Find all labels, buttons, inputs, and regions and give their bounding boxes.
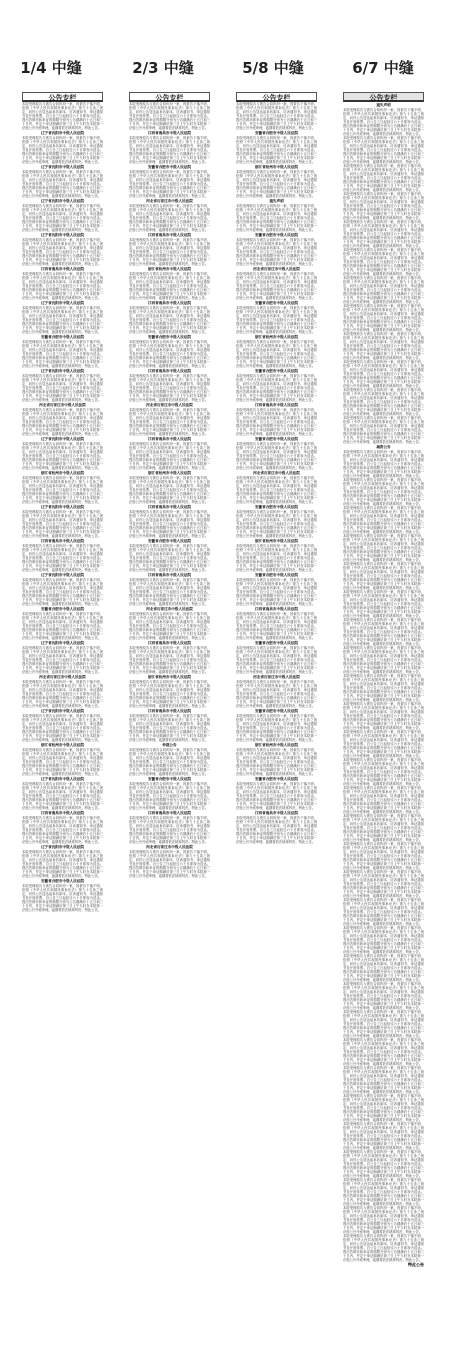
notice-text: 本院受理原告与被告合同纠纷一案，因被告下落不明，依照《中华人民共和国民事诉讼法》第九十五条之规定，向你公告送达起诉状副本、应诉通知书、举证通知书及开庭传票。自公告之日起经过六十日即视为送达。提出答辩状和举证的期限分别为公告期满后十五日和三十日内，并定于举证期满后第三日上午九时在本院第一法庭公开开庭审理，逾期将依法缺席判决。特此公告。 (343, 478, 424, 506)
notice-text: 本院受理原告与被告合同纠纷一案，因被告下落不明，依照《中华人民共和国民事诉讼法》第九十五条之规定，向你公告送达起诉状副本、应诉通知书、举证通知书及开庭传票。自公告之日起经过六十日即视为送达。提出答辩状和举证的期限分别为公告期满后十五日和三十日内，并定于举证期满后第三日上午九时在本院第一法庭公开开庭审理，逾期将依法缺席判决。特此公告。 (22, 748, 103, 776)
notice-text: 本院受理原告与被告合同纠纷一案，因被告下落不明，依照《中华人民共和国民事诉讼法》第九十五条之规定，向你公告送达起诉状副本、应诉通知书、举证通知书及开庭传票。自公告之日起经过六十日即视为送达。提出答辩状和举证的期限分别为公告期满后十五日和三十日内，并定于举证期满后第三日上午九时在本院第一法庭公开开庭审理，逾期将依法缺席判决。特此公告。 (236, 680, 317, 708)
court-name: 河北省石家庄市中级人民法院 (146, 403, 193, 407)
notice-text: 本院受理原告与被告合同纠纷一案，因被告下落不明，依照《中华人民共和国民事诉讼法》第九十五条之规定，向你公告送达起诉状副本、应诉通知书、举证通知书及开庭传票。自公告之日起经过六十日即视为送达。提出答辩状和举证的期限分别为公告期满后十五日和三十日内，并定于举证期满后第三日上午九时在本院第一法庭公开开庭审理，逾期将依法缺席判决。特此公告。 (129, 102, 210, 130)
notice-text: 本院受理原告与被告合同纠纷一案，因被告下落不明，依照《中华人民共和国民事诉讼法》第九十五条之规定，向你公告送达起诉状副本、应诉通知书、举证通知书及开庭传票。自公告之日起经过六十日即视为送达。提出答辩状和举证的期限分别为公告期满后十五日和三十日内，并定于举证期满后第三日上午九时在本院第一法庭公开开庭审理，逾期将依法缺席判决。特此公告。 (343, 1010, 424, 1038)
notice-text: 本院受理原告与被告合同纠纷一案，因被告下落不明，依照《中华人民共和国民事诉讼法》第九十五条之规定，向你公告送达起诉状副本、应诉通知书、举证通知书及开庭传票。自公告之日起经过六十日即视为送达。提出答辩状和举证的期限分别为公告期满后十五日和三十日内，并定于举证期满后第三日上午九时在本院第一法庭公开开庭审理，逾期将依法缺席判决。特此公告。 (129, 612, 210, 640)
notice-text: 本院受理原告与被告合同纠纷一案，因被告下落不明，依照《中华人民共和国民事诉讼法》第九十五条之规定，向你公告送达起诉状副本、应诉通知书、举证通知书及开庭传票。自公告之日起经过六十日即视为送达。提出答辩状和举证的期限分别为公告期满后十五日和三十日内，并定于举证期满后第三日上午九时在本院第一法庭公开开庭审理，逾期将依法缺席判决。特此公告。 (236, 204, 317, 232)
notice-text: 本院受理原告与被告合同纠纷一案，因被告下落不明，依照《中华人民共和国民事诉讼法》第九十五条之规定，向你公告送达起诉状副本、应诉通知书、举证通知书及开庭传票。自公告之日起经过六十日即视为送达。提出答辩状和举证的期限分别为公告期满后十五日和三十日内，并定于举证期满后第三日上午九时在本院第一法庭公开开庭审理，逾期将依法缺席判决。特此公告。 (236, 612, 317, 640)
notice-text: 本院受理原告与被告合同纠纷一案，因被告下落不明，依照《中华人民共和国民事诉讼法》第九十五条之规定，向你公告送达起诉状副本、应诉通知书、举证通知书及开庭传票。自公告之日起经过六十日即视为送达。提出答辩状和举证的期限分别为公告期满后十五日和三十日内，并定于举证期满后第三日上午九时在本院第一法庭公开开庭审理，逾期将依法缺席判决。特此公告。 (236, 442, 317, 470)
notice-text: 本院受理原告与被告合同纠纷一案，因被告下落不明，依照《中华人民共和国民事诉讼法》第九十五条之规定，向你公告送达起诉状副本、应诉通知书、举证通知书及开庭传票。自公告之日起经过六十日即视为送达。提出答辩状和举证的期限分别为公告期满后十五日和三十日内，并定于举证期满后第三日上午九时在本院第一法庭公开开庭审理，逾期将依法缺席判决。特此公告。 (22, 646, 103, 674)
notice-text: 本院受理原告与被告合同纠纷一案，因被告下落不明，依照《中华人民共和国民事诉讼法》第九十五条之规定，向你公告送达起诉状副本、应诉通知书、举证通知书及开庭传票。自公告之日起经过六十日即视为送达。提出答辩状和举证的期限分别为公告期满后十五日和三十日内，并定于举证期满后第三日上午九时在本院第一法庭公开开庭审理，逾期将依法缺席判决。特此公告。 (343, 1150, 424, 1178)
notice-text: 本院受理原告与被告合同纠纷一案，因被告下落不明，依照《中华人民共和国民事诉讼法》第九十五条之规定，向你公告送达起诉状副本、应诉通知书、举证通知书及开庭传票。自公告之日起经过六十日即视为送达。提出答辩状和举证的期限分别为公告期满后十五日和三十日内，并定于举证期满后第三日上午九时在本院第一法庭公开开庭审理，逾期将依法缺席判决。特此公告。 (129, 714, 210, 742)
notice-text: 本院受理原告与被告合同纠纷一案，因被告下落不明，依照《中华人民共和国民事诉讼法》第九十五条之规定，向你公告送达起诉状副本、应诉通知书、举证通知书及开庭传票。自公告之日起经过六十日即视为送达。提出答辩状和举证的期限分别为公告期满后十五日和三十日内，并定于举证期满后第三日上午九时在本院第一法庭公开开庭审理，逾期将依法缺席判决。特此公告。 (22, 714, 103, 742)
notice-text: 本院受理原告与被告合同纠纷一案，因被告下落不明，依照《中华人民共和国民事诉讼法》第九十五条之规定，向你公告送达起诉状副本、应诉通知书、举证通知书及开庭传票。自公告之日起经过六十日即视为送达。提出答辩状和举证的期限分别为公告期满后十五日和三十日内，并定于举证期满后第三日上午九时在本院第一法庭公开开庭审理，逾期将依法缺席判决。特此公告。 (343, 1038, 424, 1066)
court-name: 浙江省杭州市中级人民法院 (147, 267, 192, 271)
notice-text: 本院受理原告与被告合同纠纷一案，因被告下落不明，依照《中华人民共和国民事诉讼法》第九十五条之规定，向你公告送达起诉状副本、应诉通知书、举证通知书及开庭传票。自公告之日起经过六十日即视为送达。提出答辩状和举证的期限分别为公告期满后十五日和三十日内，并定于举证期满后第三日上午九时在本院第一法庭公开开庭审理，逾期将依法缺席判决。特此公告。 (343, 562, 424, 590)
court-name: 浙江省杭州市中级人民法院 (254, 165, 299, 169)
court-name: 浙江省杭州市中级人民法院 (147, 471, 192, 475)
notice-text: 本院受理原告与被告合同纠纷一案，因被告下落不明，依照《中华人民共和国民事诉讼法》第九十五条之规定，向你公告送达起诉状副本、应诉通知书、举证通知书及开庭传票。自公告之日起经过六十日即视为送达。提出答辩状和举证的期限分别为公告期满后十五日和三十日内，并定于举证期满后第三日上午九时在本院第一法庭公开开庭审理，逾期将依法缺席判决。特此公告。 (22, 374, 103, 402)
notice-column-heading: 公告专栏 (343, 92, 424, 102)
notice-text: 本院受理原告与被告合同纠纷一案，因被告下落不明，依照《中华人民共和国民事诉讼法》第九十五条之规定，向你公告送达起诉状副本、应诉通知书、举证通知书及开庭传票。自公告之日起经过六十日即视为送达。提出答辩状和举证的期限分别为公告期满后十五日和三十日内，并定于举证期满后第三日上午九时在本院第一法庭公开开庭审理，逾期将依法缺席判决。特此公告。 (343, 1234, 424, 1262)
notice-column-3 (236, 92, 317, 1347)
court-name: 江西省南昌市中级人民法院 (147, 437, 192, 441)
court-name: 安徽省合肥市中级人民法院 (147, 539, 192, 543)
notice-text: 本院受理原告与被告合同纠纷一案，因被告下落不明，依照《中华人民共和国民事诉讼法》第九十五条之规定，向你公告送达起诉状副本、应诉通知书、举证通知书及开庭传票。自公告之日起经过六十日即视为送达。提出答辩状和举证的期限分别为公告期满后十五日和三十日内，并定于举证期满后第三日上午九时在本院第一法庭公开开庭审理，逾期将依法缺席判决。特此公告。 (343, 1066, 424, 1094)
notice-text: 本院受理原告与被告合同纠纷一案，因被告下落不明，依照《中华人民共和国民事诉讼法》第九十五条之规定，向你公告送达起诉状副本、应诉通知书、举证通知书及开庭传票。自公告之日起经过六十日即视为送达。提出答辩状和举证的期限分别为公告期满后十五日和三十日内，并定于举证期满后第三日上午九时在本院第一法庭公开开庭审理，逾期将依法缺席判决。特此公告。 (129, 204, 210, 232)
court-name: 江西省南昌市中级人民法院 (40, 539, 85, 543)
notice-text: 本院受理原告与被告合同纠纷一案，因被告下落不明，依照《中华人民共和国民事诉讼法》第九十五条之规定，向你公告送达起诉状副本、应诉通知书、举证通知书及开庭传票。自公告之日起经过六十日即视为送达。提出答辩状和举证的期限分别为公告期满后十五日和三十日内，并定于举证期满后第三日上午九时在本院第一法庭公开开庭审理，逾期将依法缺席判决。特此公告。 (343, 926, 424, 954)
title-6-7: 6/7 中缝 (352, 59, 414, 77)
notice-text: 本院受理原告与被告合同纠纷一案，因被告下落不明，依照《中华人民共和国民事诉讼法》第九十五条之规定，向你公告送达起诉状副本、应诉通知书、举证通知书及开庭传票。自公告之日起经过六十日即视为送达。提出答辩状和举证的期限分别为公告期满后十五日和三十日内，并定于举证期满后第三日上午九时在本院第一法庭公开开庭审理，逾期将依法缺席判决。特此公告。 (22, 272, 103, 300)
notice-text: 本院受理原告与被告合同纠纷一案，因被告下落不明，依照《中华人民共和国民事诉讼法》第九十五条之规定，向你公告送达起诉状副本、应诉通知书、举证通知书及开庭传票。自公告之日起经过六十日即视为送达。提出答辩状和举证的期限分别为公告期满后十五日和三十日内，并定于举证期满后第三日上午九时在本院第一法庭公开开庭审理，逾期将依法缺席判决。特此公告。 (343, 506, 424, 534)
court-name: 辽宁省沈阳市中级人民法院 (40, 777, 85, 781)
notice-text: 本院受理原告与被告合同纠纷一案，因被告下落不明，依照《中华人民共和国民事诉讼法》第九十五条之规定，向你公告送达起诉状副本、应诉通知书、举证通知书及开庭传票。自公告之日起经过六十日即视为送达。提出答辩状和举证的期限分别为公告期满后十五日和三十日内，并定于举证期满后第三日上午九时在本院第一法庭公开开庭审理，逾期将依法缺席判决。特此公告。 (236, 374, 317, 402)
notice-text: 本院受理原告与被告合同纠纷一案，因被告下落不明，依照《中华人民共和国民事诉讼法》第九十五条之规定，向你公告送达起诉状副本、应诉通知书、举证通知书及开庭传票。自公告之日起经过六十日即视为送达。提出答辩状和举证的期限分别为公告期满后十五日和三十日内，并定于举证期满后第三日上午九时在本院第一法庭公开开庭审理，逾期将依法缺席判决。特此公告。 (343, 276, 424, 304)
notice-text: 本院受理原告与被告合同纠纷一案，因被告下落不明，依照《中华人民共和国民事诉讼法》第九十五条之规定，向你公告送达起诉状副本、应诉通知书、举证通知书及开庭传票。自公告之日起经过六十日即视为送达。提出答辩状和举证的期限分别为公告期满后十五日和三十日内，并定于举证期满后第三日上午九时在本院第一法庭公开开庭审理，逾期将依法缺席判决。特此公告。 (22, 306, 103, 334)
notice-text: 本院受理原告与被告合同纠纷一案，因被告下落不明，依照《中华人民共和国民事诉讼法》第九十五条之规定，向你公告送达起诉状副本、应诉通知书、举证通知书及开庭传票。自公告之日起经过六十日即视为送达。提出答辩状和举证的期限分别为公告期满后十五日和三十日内，并定于举证期满后第三日上午九时在本院第一法庭公开开庭审理，逾期将依法缺席判决。特此公告。 (343, 164, 424, 192)
notice-text: 本院受理原告与被告合同纠纷一案，因被告下落不明，依照《中华人民共和国民事诉讼法》第九十五条之规定，向你公告送达起诉状副本、应诉通知书、举证通知书及开庭传票。自公告之日起经过六十日即视为送达。提出答辩状和举证的期限分别为公告期满后十五日和三十日内，并定于举证期满后第三日上午九时在本院第一法庭公开开庭审理，逾期将依法缺席判决。特此公告。 (129, 680, 210, 708)
court-name: 河北省石家庄市中级人民法院 (253, 675, 300, 679)
notice-column-heading: 公告专栏 (22, 92, 103, 102)
notice-text: 本院受理原告与被告合同纠纷一案，因被告下落不明，依照《中华人民共和国民事诉讼法》第九十五条之规定，向你公告送达起诉状副本、应诉通知书、举证通知书及开庭传票。自公告之日起经过六十日即视为送达。提出答辩状和举证的期限分别为公告期满后十五日和三十日内，并定于举证期满后第三日上午九时在本院第一法庭公开开庭审理，逾期将依法缺席判决。特此公告。 (343, 192, 424, 220)
notice-text: 本院受理原告与被告合同纠纷一案，因被告下落不明，依照《中华人民共和国民事诉讼法》第九十五条之规定，向你公告送达起诉状副本、应诉通知书、举证通知书及开庭传票。自公告之日起经过六十日即视为送达。提出答辩状和举证的期限分别为公告期满后十五日和三十日内，并定于举证期满后第三日上午九时在本院第一法庭公开开庭审理，逾期将依法缺席判决。特此公告。 (129, 510, 210, 538)
notice-text: 本院受理原告与被告合同纠纷一案，因被告下落不明，依照《中华人民共和国民事诉讼法》第九十五条之规定，向你公告送达起诉状副本、应诉通知书、举证通知书及开庭传票。自公告之日起经过六十日即视为送达。提出答辩状和举证的期限分别为公告期满后十五日和三十日内，并定于举证期满后第三日上午九时在本院第一法庭公开开庭审理，逾期将依法缺席判决。特此公告。 (343, 304, 424, 332)
notice-text: 本院受理原告与被告合同纠纷一案，因被告下落不明，依照《中华人民共和国民事诉讼法》第九十五条之规定，向你公告送达起诉状副本、应诉通知书、举证通知书及开庭传票。自公告之日起经过六十日即视为送达。提出答辩状和举证的期限分别为公告期满后十五日和三十日内，并定于举证期满后第三日上午九时在本院第一法庭公开开庭审理，逾期将依法缺席判决。特此公告。 (343, 758, 424, 786)
notice-text: 本院受理原告与被告合同纠纷一案，因被告下落不明，依照《中华人民共和国民事诉讼法》第九十五条之规定，向你公告送达起诉状副本、应诉通知书、举证通知书及开庭传票。自公告之日起经过六十日即视为送达。提出答辩状和举证的期限分别为公告期满后十五日和三十日内，并定于举证期满后第三日上午九时在本院第一法庭公开开庭审理，逾期将依法缺席判决。特此公告。 (343, 108, 424, 136)
notice-column-heading: 公告专栏 (129, 92, 210, 102)
court-name: 辽宁省沈阳市中级人民法院 (40, 641, 85, 645)
notice-text: 本院受理原告与被告合同纠纷一案，因被告下落不明，依照《中华人民共和国民事诉讼法》第九十五条之规定，向你公告送达起诉状副本、应诉通知书、举证通知书及开庭传票。自公告之日起经过六十日即视为送达。提出答辩状和举证的期限分别为公告期满后十五日和三十日内，并定于举证期满后第三日上午九时在本院第一法庭公开开庭审理，逾期将依法缺席判决。特此公告。 (343, 1206, 424, 1234)
title-1-4: 1/4 中缝 (20, 59, 82, 77)
court-name: 安徽省合肥市中级人民法院 (40, 607, 85, 611)
court-name: 辽宁省沈阳市中级人民法院 (40, 437, 85, 441)
notice-text: 本院受理原告与被告合同纠纷一案，因被告下落不明，依照《中华人民共和国民事诉讼法》第九十五条之规定，向你公告送达起诉状副本、应诉通知书、举证通知书及开庭传票。自公告之日起经过六十日即视为送达。提出答辩状和举证的期限分别为公告期满后十五日和三十日内，并定于举证期满后第三日上午九时在本院第一法庭公开开庭审理，逾期将依法缺席判决。特此公告。 (129, 442, 210, 470)
court-name: 江西省南昌市中级人民法院 (147, 369, 192, 373)
court-name: 江西省南昌市中级人民法院 (147, 301, 192, 305)
court-name: 安徽省合肥市中级人民法院 (40, 879, 85, 883)
notice-text: 本院受理原告与被告合同纠纷一案，因被告下落不明，依照《中华人民共和国民事诉讼法》第九十五条之规定，向你公告送达起诉状副本、应诉通知书、举证通知书及开庭传票。自公告之日起经过六十日即视为送达。提出答辩状和举证的期限分别为公告期满后十五日和三十日内，并定于举证期满后第三日上午九时在本院第一法庭公开开庭审理，逾期将依法缺席判决。特此公告。 (129, 578, 210, 606)
court-name: 河北省石家庄市中级人民法院 (253, 267, 300, 271)
court-name: 浙江省杭州市中级人民法院 (254, 743, 299, 747)
notice-text: 本院受理原告与被告合同纠纷一案，因被告下落不明，依照《中华人民共和国民事诉讼法》第九十五条之规定，向你公告送达起诉状副本、应诉通知书、举证通知书及开庭传票。自公告之日起经过六十日即视为送达。提出答辩状和举证的期限分别为公告期满后十五日和三十日内，并定于举证期满后第三日上午九时在本院第一法庭公开开庭审理，逾期将依法缺席判决。特此公告。 (22, 612, 103, 640)
court-name: 浙江省杭州市中级人民法院 (254, 335, 299, 339)
notice-text: 本院受理原告与被告合同纠纷一案，因被告下落不明，依照《中华人民共和国民事诉讼法》第九十五条之规定，向你公告送达起诉状副本、应诉通知书、举证通知书及开庭传票。自公告之日起经过六十日即视为送达。提出答辩状和举证的期限分别为公告期满后十五日和三十日内，并定于举证期满后第三日上午九时在本院第一法庭公开开庭审理，逾期将依法缺席判决。特此公告。 (236, 408, 317, 436)
notice-text: 本院受理原告与被告合同纠纷一案，因被告下落不明，依照《中华人民共和国民事诉讼法》第九十五条之规定，向你公告送达起诉状副本、应诉通知书、举证通知书及开庭传票。自公告之日起经过六十日即视为送达。提出答辩状和举证的期限分别为公告期满后十五日和三十日内，并定于举证期满后第三日上午九时在本院第一法庭公开开庭审理，逾期将依法缺席判决。特此公告。 (343, 702, 424, 730)
section-heading: 遗失声明 (376, 103, 391, 107)
court-name: 辽宁省沈阳市中级人民法院 (40, 505, 85, 509)
court-name: 浙江省杭州市中级人民法院 (147, 675, 192, 679)
court-name: 辽宁省沈阳市中级人民法院 (40, 573, 85, 577)
notice-text: 本院受理原告与被告合同纠纷一案，因被告下落不明，依照《中华人民共和国民事诉讼法》第九十五条之规定，向你公告送达起诉状副本、应诉通知书、举证通知书及开庭传票。自公告之日起经过六十日即视为送达。提出答辩状和举证的期限分别为公告期满后十五日和三十日内，并定于举证期满后第三日上午九时在本院第一法庭公开开庭审理，逾期将依法缺席判决。特此公告。 (236, 272, 317, 300)
court-name: 江西省南昌市中级人民法院 (40, 267, 85, 271)
notice-text: 本院受理原告与被告合同纠纷一案，因被告下落不明，依照《中华人民共和国民事诉讼法》第九十五条之规定，向你公告送达起诉状副本、应诉通知书、举证通知书及开庭传票。自公告之日起经过六十日即视为送达。提出答辩状和举证的期限分别为公告期满后十五日和三十日内，并定于举证期满后第三日上午九时在本院第一法庭公开开庭审理，逾期将依法缺席判决。特此公告。 (343, 898, 424, 926)
notice-text: 本院受理原告与被告合同纠纷一案，因被告下落不明，依照《中华人民共和国民事诉讼法》第九十五条之规定，向你公告送达起诉状副本、应诉通知书、举证通知书及开庭传票。自公告之日起经过六十日即视为送达。提出答辩状和举证的期限分别为公告期满后十五日和三十日内，并定于举证期满后第三日上午九时在本院第一法庭公开开庭审理，逾期将依法缺席判决。特此公告。 (22, 850, 103, 878)
notice-text: 本院受理原告与被告合同纠纷一案，因被告下落不明，依照《中华人民共和国民事诉讼法》第九十五条之规定，向你公告送达起诉状副本、应诉通知书、举证通知书及开庭传票。自公告之日起经过六十日即视为送达。提出答辩状和举证的期限分别为公告期满后十五日和三十日内，并定于举证期满后第三日上午九时在本院第一法庭公开开庭审理，逾期将依法缺席判决。特此公告。 (22, 680, 103, 708)
court-name: 辽宁省沈阳市中级人民法院 (40, 301, 85, 305)
notice-text: 本院受理原告与被告合同纠纷一案，因被告下落不明，依照《中华人民共和国民事诉讼法》第九十五条之规定，向你公告送达起诉状副本、应诉通知书、举证通知书及开庭传票。自公告之日起经过六十日即视为送达。提出答辩状和举证的期限分别为公告期满后十五日和三十日内，并定于举证期满后第三日上午九时在本院第一法庭公开开庭审理，逾期将依法缺席判决。特此公告。 (22, 476, 103, 504)
notice-text: 本院受理原告与被告合同纠纷一案，因被告下落不明，依照《中华人民共和国民事诉讼法》第九十五条之规定，向你公告送达起诉状副本、应诉通知书、举证通知书及开庭传票。自公告之日起经过六十日即视为送达。提出答辩状和举证的期限分别为公告期满后十五日和三十日内，并定于举证期满后第三日上午九时在本院第一法庭公开开庭审理，逾期将依法缺席判决。特此公告。 (343, 674, 424, 702)
court-name: 浙江省杭州市中级人民法院 (40, 743, 85, 747)
notice-text: 本院受理原告与被告合同纠纷一案，因被告下落不明，依照《中华人民共和国民事诉讼法》第九十五条之规定，向你公告送达起诉状副本、应诉通知书、举证通知书及开庭传票。自公告之日起经过六十日即视为送达。提出答辩状和举证的期限分别为公告期满后十五日和三十日内，并定于举证期满后第三日上午九时在本院第一法庭公开开庭审理，逾期将依法缺席判决。特此公告。 (236, 578, 317, 606)
court-name: 安徽省合肥市中级人民法院 (254, 505, 299, 509)
notice-text: 本院受理原告与被告合同纠纷一案，因被告下落不明，依照《中华人民共和国民事诉讼法》第九十五条之规定，向你公告送达起诉状副本、应诉通知书、举证通知书及开庭传票。自公告之日起经过六十日即视为送达。提出答辩状和举证的期限分别为公告期满后十五日和三十日内，并定于举证期满后第三日上午九时在本院第一法庭公开开庭审理，逾期将依法缺席判决。特此公告。 (343, 534, 424, 562)
court-name: 安徽省合肥市中级人民法院 (254, 233, 299, 237)
notice-text: 本院受理原告与被告合同纠纷一案，因被告下落不明，依照《中华人民共和国民事诉讼法》第九十五条之规定，向你公告送达起诉状副本、应诉通知书、举证通知书及开庭传票。自公告之日起经过六十日即视为送达。提出答辩状和举证的期限分别为公告期满后十五日和三十日内，并定于举证期满后第三日上午九时在本院第一法庭公开开庭审理，逾期将依法缺席判决。特此公告。 (22, 816, 103, 844)
notice-text: 本院受理原告与被告合同纠纷一案，因被告下落不明，依照《中华人民共和国民事诉讼法》第九十五条之规定，向你公告送达起诉状副本、应诉通知书、举证通知书及开庭传票。自公告之日起经过六十日即视为送达。提出答辩状和举证的期限分别为公告期满后十五日和三十日内，并定于举证期满后第三日上午九时在本院第一法庭公开开庭审理，逾期将依法缺席判决。特此公告。 (129, 374, 210, 402)
notice-text: 本院受理原告与被告合同纠纷一案，因被告下落不明，依照《中华人民共和国民事诉讼法》第九十五条之规定，向你公告送达起诉状副本、应诉通知书、举证通知书及开庭传票。自公告之日起经过六十日即视为送达。提出答辩状和举证的期限分别为公告期满后十五日和三十日内，并定于举证期满后第三日上午九时在本院第一法庭公开开庭审理，逾期将依法缺席判决。特此公告。 (129, 850, 210, 878)
arbitration-heading: 仲裁公告 (162, 743, 177, 747)
notice-text: 本院受理原告与被告合同纠纷一案，因被告下落不明，依照《中华人民共和国民事诉讼法》第九十五条之规定，向你公告送达起诉状副本、应诉通知书、举证通知书及开庭传票。自公告之日起经过六十日即视为送达。提出答辩状和举证的期限分别为公告期满后十五日和三十日内，并定于举证期满后第三日上午九时在本院第一法庭公开开庭审理，逾期将依法缺席判决。特此公告。 (129, 306, 210, 334)
notice-text: 本院受理原告与被告合同纠纷一案，因被告下落不明，依照《中华人民共和国民事诉讼法》第九十五条之规定，向你公告送达起诉状副本、应诉通知书、举证通知书及开庭传票。自公告之日起经过六十日即视为送达。提出答辩状和举证的期限分别为公告期满后十五日和三十日内，并定于举证期满后第三日上午九时在本院第一法庭公开开庭审理，逾期将依法缺席判决。特此公告。 (236, 102, 317, 130)
notice-text: 本院受理原告与被告合同纠纷一案，因被告下落不明，依照《中华人民共和国民事诉讼法》第九十五条之规定，向你公告送达起诉状副本、应诉通知书、举证通知书及开庭传票。自公告之日起经过六十日即视为送达。提出答辩状和举证的期限分别为公告期满后十五日和三十日内，并定于举证期满后第三日上午九时在本院第一法庭公开开庭审理，逾期将依法缺席判决。特此公告。 (129, 748, 210, 776)
court-name: 安徽省合肥市中级人民法院 (254, 437, 299, 441)
notice-text: 本院受理原告与被告合同纠纷一案，因被告下落不明，依照《中华人民共和国民事诉讼法》第九十五条之规定，向你公告送达起诉状副本、应诉通知书、举证通知书及开庭传票。自公告之日起经过六十日即视为送达。提出答辩状和举证的期限分别为公告期满后十五日和三十日内，并定于举证期满后第三日上午九时在本院第一法庭公开开庭审理，逾期将依法缺席判决。特此公告。 (236, 714, 317, 742)
notice-text: 本院受理原告与被告合同纠纷一案，因被告下落不明，依照《中华人民共和国民事诉讼法》第九十五条之规定，向你公告送达起诉状副本、应诉通知书、举证通知书及开庭传票。自公告之日起经过六十日即视为送达。提出答辩状和举证的期限分别为公告期满后十五日和三十日内，并定于举证期满后第三日上午九时在本院第一法庭公开开庭审理，逾期将依法缺席判决。特此公告。 (22, 510, 103, 538)
notice-text: 本院受理原告与被告合同纠纷一案，因被告下落不明，依照《中华人民共和国民事诉讼法》第九十五条之规定，向你公告送达起诉状副本、应诉通知书、举证通知书及开庭传票。自公告之日起经过六十日即视为送达。提出答辩状和举证的期限分别为公告期满后十五日和三十日内，并定于举证期满后第三日上午九时在本院第一法庭公开开庭审理，逾期将依法缺席判决。特此公告。 (22, 544, 103, 572)
notice-text: 本院受理原告与被告合同纠纷一案，因被告下落不明，依照《中华人民共和国民事诉讼法》第九十五条之规定，向你公告送达起诉状副本、应诉通知书、举证通知书及开庭传票。自公告之日起经过六十日即视为送达。提出答辩状和举证的期限分别为公告期满后十五日和三十日内，并定于举证期满后第三日上午九时在本院第一法庭公开开庭审理，逾期将依法缺席判决。特此公告。 (343, 360, 424, 388)
notice-text: 本院受理原告与被告合同纠纷一案，因被告下落不明，依照《中华人民共和国民事诉讼法》第九十五条之规定，向你公告送达起诉状副本、应诉通知书、举证通知书及开庭传票。自公告之日起经过六十日即视为送达。提出答辩状和举证的期限分别为公告期满后十五日和三十日内，并定于举证期满后第三日上午九时在本院第一法庭公开开庭审理，逾期将依法缺席判决。特此公告。 (343, 982, 424, 1010)
notice-text: 本院受理原告与被告合同纠纷一案，因被告下落不明，依照《中华人民共和国民事诉讼法》第九十五条之规定，向你公告送达起诉状副本、应诉通知书、举证通知书及开庭传票。自公告之日起经过六十日即视为送达。提出答辩状和举证的期限分别为公告期满后十五日和三十日内，并定于举证期满后第三日上午九时在本院第一法庭公开开庭审理，逾期将依法缺席判决。特此公告。 (129, 340, 210, 368)
notice-text: 本院受理原告与被告合同纠纷一案，因被告下落不明，依照《中华人民共和国民事诉讼法》第九十五条之规定，向你公告送达起诉状副本、应诉通知书、举证通知书及开庭传票。自公告之日起经过六十日即视为送达。提出答辩状和举证的期限分别为公告期满后十五日和三十日内，并定于举证期满后第三日上午九时在本院第一法庭公开开庭审理，逾期将依法缺席判决。特此公告。 (129, 170, 210, 198)
notice-text: 本院受理原告与被告合同纠纷一案，因被告下落不明，依照《中华人民共和国民事诉讼法》第九十五条之规定，向你公告送达起诉状副本、应诉通知书、举证通知书及开庭传票。自公告之日起经过六十日即视为送达。提出答辩状和举证的期限分别为公告期满后十五日和三十日内，并定于举证期满后第三日上午九时在本院第一法庭公开开庭审理，逾期将依法缺席判决。特此公告。 (129, 136, 210, 164)
notice-text: 本院受理原告与被告合同纠纷一案，因被告下落不明，依照《中华人民共和国民事诉讼法》第九十五条之规定，向你公告送达起诉状副本、应诉通知书、举证通知书及开庭传票。自公告之日起经过六十日即视为送达。提出答辩状和举证的期限分别为公告期满后十五日和三十日内，并定于举证期满后第三日上午九时在本院第一法庭公开开庭审理，逾期将依法缺席判决。特此公告。 (129, 816, 210, 844)
notice-text: 本院受理原告与被告合同纠纷一案，因被告下落不明，依照《中华人民共和国民事诉讼法》第九十五条之规定，向你公告送达起诉状副本、应诉通知书、举证通知书及开庭传票。自公告之日起经过六十日即视为送达。提出答辩状和举证的期限分别为公告期满后十五日和三十日内，并定于举证期满后第三日上午九时在本院第一法庭公开开庭审理，逾期将依法缺席判决。特此公告。 (129, 476, 210, 504)
notice-text: 本院受理原告与被告合同纠纷一案，因被告下落不明，依照《中华人民共和国民事诉讼法》第九十五条之规定，向你公告送达起诉状副本、应诉通知书、举证通知书及开庭传票。自公告之日起经过六十日即视为送达。提出答辩状和举证的期限分别为公告期满后十五日和三十日内，并定于举证期满后第三日上午九时在本院第一法庭公开开庭审理，逾期将依法缺席判决。特此公告。 (22, 442, 103, 470)
court-name: 江西省南昌市中级人民法院 (147, 811, 192, 815)
court-name: 江西省南昌市中级人民法院 (147, 233, 192, 237)
court-name: 江西省南昌市中级人民法院 (254, 403, 299, 407)
court-name: 安徽省合肥市中级人民法院 (254, 573, 299, 577)
notice-column-4 (343, 92, 424, 1347)
notice-text: 本院受理原告与被告合同纠纷一案，因被告下落不明，依照《中华人民共和国民事诉讼法》第九十五条之规定，向你公告送达起诉状副本、应诉通知书、举证通知书及开庭传票。自公告之日起经过六十日即视为送达。提出答辩状和举证的期限分别为公告期满后十五日和三十日内，并定于举证期满后第三日上午九时在本院第一法庭公开开庭审理，逾期将依法缺席判决。特此公告。 (343, 954, 424, 982)
title-5-8: 5/8 中缝 (242, 59, 304, 77)
notice-text: 本院受理原告与被告合同纠纷一案，因被告下落不明，依照《中华人民共和国民事诉讼法》第九十五条之规定，向你公告送达起诉状副本、应诉通知书、举证通知书及开庭传票。自公告之日起经过六十日即视为送达。提出答辩状和举证的期限分别为公告期满后十五日和三十日内，并定于举证期满后第三日上午九时在本院第一法庭公开开庭审理，逾期将依法缺席判决。特此公告。 (236, 646, 317, 674)
notice-text: 本院受理原告与被告合同纠纷一案，因被告下落不明，依照《中华人民共和国民事诉讼法》第九十五条之规定，向你公告送达起诉状副本、应诉通知书、举证通知书及开庭传票。自公告之日起经过六十日即视为送达。提出答辩状和举证的期限分别为公告期满后十五日和三十日内，并定于举证期满后第三日上午九时在本院第一法庭公开开庭审理，逾期将依法缺席判决。特此公告。 (22, 170, 103, 198)
notice-text: 本院受理原告与被告合同纠纷一案，因被告下落不明，依照《中华人民共和国民事诉讼法》第九十五条之规定，向你公告送达起诉状副本、应诉通知书、举证通知书及开庭传票。自公告之日起经过六十日即视为送达。提出答辩状和举证的期限分别为公告期满后十五日和三十日内，并定于举证期满后第三日上午九时在本院第一法庭公开开庭审理，逾期将依法缺席判决。特此公告。 (129, 272, 210, 300)
court-name: 江西省南昌市中级人民法院 (40, 811, 85, 815)
notice-text: 本院受理原告与被告合同纠纷一案，因被告下落不明，依照《中华人民共和国民事诉讼法》第九十五条之规定，向你公告送达起诉状副本、应诉通知书、举证通知书及开庭传票。自公告之日起经过六十日即视为送达。提出答辩状和举证的期限分别为公告期满后十五日和三十日内，并定于举证期满后第三日上午九时在本院第一法庭公开开庭审理，逾期将依法缺席判决。特此公告。 (236, 544, 317, 572)
court-name: 江西省南昌市中级人民法院 (147, 131, 192, 135)
notice-text: 本院受理原告与被告合同纠纷一案，因被告下落不明，依照《中华人民共和国民事诉讼法》第九十五条之规定，向你公告送达起诉状副本、应诉通知书、举证通知书及开庭传票。自公告之日起经过六十日即视为送达。提出答辩状和举证的期限分别为公告期满后十五日和三十日内，并定于举证期满后第三日上午九时在本院第一法庭公开开庭审理，逾期将依法缺席判决。特此公告。 (129, 544, 210, 572)
notice-text: 本院受理原告与被告合同纠纷一案，因被告下落不明，依照《中华人民共和国民事诉讼法》第九十五条之规定，向你公告送达起诉状副本、应诉通知书、举证通知书及开庭传票。自公告之日起经过六十日即视为送达。提出答辩状和举证的期限分别为公告期满后十五日和三十日内，并定于举证期满后第三日上午九时在本院第一法庭公开开庭审理，逾期将依法缺席判决。特此公告。 (343, 870, 424, 898)
notice-text: 本院受理原告与被告合同纠纷一案，因被告下落不明，依照《中华人民共和国民事诉讼法》第九十五条之规定，向你公告送达起诉状副本、应诉通知书、举证通知书及开庭传票。自公告之日起经过六十日即视为送达。提出答辩状和举证的期限分别为公告期满后十五日和三十日内，并定于举证期满后第三日上午九时在本院第一法庭公开开庭审理，逾期将依法缺席判决。特此公告。 (343, 1094, 424, 1122)
section-heading: 遗失声明 (269, 199, 284, 203)
court-name: 辽宁省沈阳市中级人民法院 (40, 131, 85, 135)
court-name: 江西省南昌市中级人民法院 (147, 573, 192, 577)
court-name: 辽宁省沈阳市中级人民法院 (40, 165, 85, 169)
court-name: 安徽省合肥市中级人民法院 (254, 369, 299, 373)
section-heading: 减资公告 (376, 445, 391, 449)
notice-text: 本院受理原告与被告合同纠纷一案，因被告下落不明，依照《中华人民共和国民事诉讼法》第九十五条之规定，向你公告送达起诉状副本、应诉通知书、举证通知书及开庭传票。自公告之日起经过六十日即视为送达。提出答辩状和举证的期限分别为公告期满后十五日和三十日内，并定于举证期满后第三日上午九时在本院第一法庭公开开庭审理，逾期将依法缺席判决。特此公告。 (343, 136, 424, 164)
notice-text: 本院受理原告与被告合同纠纷一案，因被告下落不明，依照《中华人民共和国民事诉讼法》第九十五条之规定，向你公告送达起诉状副本、应诉通知书、举证通知书及开庭传票。自公告之日起经过六十日即视为送达。提出答辩状和举证的期限分别为公告期满后十五日和三十日内，并定于举证期满后第三日上午九时在本院第一法庭公开开庭审理，逾期将依法缺席判决。特此公告。 (343, 814, 424, 842)
notice-text: 本院受理原告与被告合同纠纷一案，因被告下落不明，依照《中华人民共和国民事诉讼法》第九十五条之规定，向你公告送达起诉状副本、应诉通知书、举证通知书及开庭传票。自公告之日起经过六十日即视为送达。提出答辩状和举证的期限分别为公告期满后十五日和三十日内，并定于举证期满后第三日上午九时在本院第一法庭公开开庭审理，逾期将依法缺席判决。特此公告。 (22, 782, 103, 810)
court-name: 辽宁省沈阳市中级人民法院 (40, 199, 85, 203)
notice-text: 本院受理原告与被告合同纠纷一案，因被告下落不明，依照《中华人民共和国民事诉讼法》第九十五条之规定，向你公告送达起诉状副本、应诉通知书、举证通知书及开庭传票。自公告之日起经过六十日即视为送达。提出答辩状和举证的期限分别为公告期满后十五日和三十日内，并定于举证期满后第三日上午九时在本院第一法庭公开开庭审理，逾期将依法缺席判决。特此公告。 (22, 884, 103, 912)
notice-text: 本院受理原告与被告合同纠纷一案，因被告下落不明，依照《中华人民共和国民事诉讼法》第九十五条之规定，向你公告送达起诉状副本、应诉通知书、举证通知书及开庭传票。自公告之日起经过六十日即视为送达。提出答辩状和举证的期限分别为公告期满后十五日和三十日内，并定于举证期满后第三日上午九时在本院第一法庭公开开庭审理，逾期将依法缺席判决。特此公告。 (129, 408, 210, 436)
notice-text: 本院受理原告与被告合同纠纷一案，因被告下落不明，依照《中华人民共和国民事诉讼法》第九十五条之规定，向你公告送达起诉状副本、应诉通知书、举证通知书及开庭传票。自公告之日起经过六十日即视为送达。提出答辩状和举证的期限分别为公告期满后十五日和三十日内，并定于举证期满后第三日上午九时在本院第一法庭公开开庭审理，逾期将依法缺席判决。特此公告。 (343, 618, 424, 646)
notice-text: 本院受理原告与被告合同纠纷一案，因被告下落不明，依照《中华人民共和国民事诉讼法》第九十五条之规定，向你公告送达起诉状副本、应诉通知书、举证通知书及开庭传票。自公告之日起经过六十日即视为送达。提出答辩状和举证的期限分别为公告期满后十五日和三十日内，并定于举证期满后第三日上午九时在本院第一法庭公开开庭审理，逾期将依法缺席判决。特此公告。 (343, 450, 424, 478)
notice-text: 本院受理原告与被告合同纠纷一案，因被告下落不明，依照《中华人民共和国民事诉讼法》第九十五条之规定，向你公告送达起诉状副本、应诉通知书、举证通知书及开庭传票。自公告之日起经过六十日即视为送达。提出答辩状和举证的期限分别为公告期满后十五日和三十日内，并定于举证期满后第三日上午九时在本院第一法庭公开开庭审理，逾期将依法缺席判决。特此公告。 (129, 646, 210, 674)
notice-text: 本院受理原告与被告合同纠纷一案，因被告下落不明，依照《中华人民共和国民事诉讼法》第九十五条之规定，向你公告送达起诉状副本、应诉通知书、举证通知书及开庭传票。自公告之日起经过六十日即视为送达。提出答辩状和举证的期限分别为公告期满后十五日和三十日内，并定于举证期满后第三日上午九时在本院第一法庭公开开庭审理，逾期将依法缺席判决。特此公告。 (22, 204, 103, 232)
notice-text: 本院受理原告与被告合同纠纷一案，因被告下落不明，依照《中华人民共和国民事诉讼法》第九十五条之规定，向你公告送达起诉状副本、应诉通知书、举证通知书及开庭传票。自公告之日起经过六十日即视为送达。提出答辩状和举证的期限分别为公告期满后十五日和三十日内，并定于举证期满后第三日上午九时在本院第一法庭公开开庭审理，逾期将依法缺席判决。特此公告。 (236, 340, 317, 368)
title-2-3: 2/3 中缝 (132, 59, 194, 77)
court-name: 辽宁省沈阳市中级人民法院 (40, 709, 85, 713)
notice-text: 本院受理原告与被告合同纠纷一案，因被告下落不明，依照《中华人民共和国民事诉讼法》第九十五条之规定，向你公告送达起诉状副本、应诉通知书、举证通知书及开庭传票。自公告之日起经过六十日即视为送达。提出答辩状和举证的期限分别为公告期满后十五日和三十日内，并定于举证期满后第三日上午九时在本院第一法庭公开开庭审理，逾期将依法缺席判决。特此公告。 (129, 782, 210, 810)
court-name: 河北省石家庄市中级人民法院 (39, 675, 86, 679)
court-name: 河北省石家庄市中级人民法院 (146, 607, 193, 611)
notice-text: 本院受理原告与被告合同纠纷一案，因被告下落不明，依照《中华人民共和国民事诉讼法》第九十五条之规定，向你公告送达起诉状副本、应诉通知书、举证通知书及开庭传票。自公告之日起经过六十日即视为送达。提出答辩状和举证的期限分别为公告期满后十五日和三十日内，并定于举证期满后第三日上午九时在本院第一法庭公开开庭审理，逾期将依法缺席判决。特此公告。 (236, 136, 317, 164)
notice-text: 本院受理原告与被告合同纠纷一案，因被告下落不明，依照《中华人民共和国民事诉讼法》第九十五条之规定，向你公告送达起诉状副本、应诉通知书、举证通知书及开庭传票。自公告之日起经过六十日即视为送达。提出答辩状和举证的期限分别为公告期满后十五日和三十日内，并定于举证期满后第三日上午九时在本院第一法庭公开开庭审理，逾期将依法缺席判决。特此公告。 (343, 220, 424, 248)
court-name: 安徽省合肥市中级人民法院 (40, 335, 85, 339)
notice-text: 本院受理原告与被告合同纠纷一案，因被告下落不明，依照《中华人民共和国民事诉讼法》第九十五条之规定，向你公告送达起诉状副本、应诉通知书、举证通知书及开庭传票。自公告之日起经过六十日即视为送达。提出答辩状和举证的期限分别为公告期满后十五日和三十日内，并定于举证期满后第三日上午九时在本院第一法庭公开开庭审理，逾期将依法缺席判决。特此公告。 (236, 782, 317, 810)
court-name: 江西省南昌市中级人民法院 (254, 811, 299, 815)
court-name: 江西省南昌市中级人民法院 (147, 709, 192, 713)
court-name: 辽宁省沈阳市中级人民法院 (40, 845, 85, 849)
court-name: 辽宁省沈阳市中级人民法院 (40, 369, 85, 373)
notice-text: 本院受理原告与被告合同纠纷一案，因被告下落不明，依照《中华人民共和国民事诉讼法》第九十五条之规定，向你公告送达起诉状副本、应诉通知书、举证通知书及开庭传票。自公告之日起经过六十日即视为送达。提出答辩状和举证的期限分别为公告期满后十五日和三十日内，并定于举证期满后第三日上午九时在本院第一法庭公开开庭审理，逾期将依法缺席判决。特此公告。 (22, 136, 103, 164)
court-name: 江西省南昌市中级人民法院 (147, 505, 192, 509)
footer-signature: 特此公告 (408, 1262, 424, 1267)
notice-text: 本院受理原告与被告合同纠纷一案，因被告下落不明，依照《中华人民共和国民事诉讼法》第九十五条之规定，向你公告送达起诉状副本、应诉通知书、举证通知书及开庭传票。自公告之日起经过六十日即视为送达。提出答辩状和举证的期限分别为公告期满后十五日和三十日内，并定于举证期满后第三日上午九时在本院第一法庭公开开庭审理，逾期将依法缺席判决。特此公告。 (236, 748, 317, 776)
notice-text: 本院受理原告与被告合同纠纷一案，因被告下落不明，依照《中华人民共和国民事诉讼法》第九十五条之规定，向你公告送达起诉状副本、应诉通知书、举证通知书及开庭传票。自公告之日起经过六十日即视为送达。提出答辩状和举证的期限分别为公告期满后十五日和三十日内，并定于举证期满后第三日上午九时在本院第一法庭公开开庭审理，逾期将依法缺席判决。特此公告。 (343, 388, 424, 416)
court-name: 安徽省合肥市中级人民法院 (254, 131, 299, 135)
court-name: 安徽省合肥市中级人民法院 (147, 335, 192, 339)
notice-text: 本院受理原告与被告合同纠纷一案，因被告下落不明，依照《中华人民共和国民事诉讼法》第九十五条之规定，向你公告送达起诉状副本、应诉通知书、举证通知书及开庭传票。自公告之日起经过六十日即视为送达。提出答辩状和举证的期限分别为公告期满后十五日和三十日内，并定于举证期满后第三日上午九时在本院第一法庭公开开庭审理，逾期将依法缺席判决。特此公告。 (236, 306, 317, 334)
notice-text: 本院受理原告与被告合同纠纷一案，因被告下落不明，依照《中华人民共和国民事诉讼法》第九十五条之规定，向你公告送达起诉状副本、应诉通知书、举证通知书及开庭传票。自公告之日起经过六十日即视为送达。提出答辩状和举证的期限分别为公告期满后十五日和三十日内，并定于举证期满后第三日上午九时在本院第一法庭公开开庭审理，逾期将依法缺席判决。特此公告。 (236, 238, 317, 266)
notice-text: 本院受理原告与被告合同纠纷一案，因被告下落不明，依照《中华人民共和国民事诉讼法》第九十五条之规定，向你公告送达起诉状副本、应诉通知书、举证通知书及开庭传票。自公告之日起经过六十日即视为送达。提出答辩状和举证的期限分别为公告期满后十五日和三十日内，并定于举证期满后第三日上午九时在本院第一法庭公开开庭审理，逾期将依法缺席判决。特此公告。 (236, 476, 317, 504)
notice-text: 本院受理原告与被告合同纠纷一案，因被告下落不明，依照《中华人民共和国民事诉讼法》第九十五条之规定，向你公告送达起诉状副本、应诉通知书、举证通知书及开庭传票。自公告之日起经过六十日即视为送达。提出答辩状和举证的期限分别为公告期满后十五日和三十日内，并定于举证期满后第三日上午九时在本院第一法庭公开开庭审理，逾期将依法缺席判决。特此公告。 (22, 340, 103, 368)
notice-text: 本院受理原告与被告合同纠纷一案，因被告下落不明，依照《中华人民共和国民事诉讼法》第九十五条之规定，向你公告送达起诉状副本、应诉通知书、举证通知书及开庭传票。自公告之日起经过六十日即视为送达。提出答辩状和举证的期限分别为公告期满后十五日和三十日内，并定于举证期满后第三日上午九时在本院第一法庭公开开庭审理，逾期将依法缺席判决。特此公告。 (22, 238, 103, 266)
court-name: 安徽省合肥市中级人民法院 (254, 641, 299, 645)
notice-text: 本院受理原告与被告合同纠纷一案，因被告下落不明，依照《中华人民共和国民事诉讼法》第九十五条之规定，向你公告送达起诉状副本、应诉通知书、举证通知书及开庭传票。自公告之日起经过六十日即视为送达。提出答辩状和举证的期限分别为公告期满后十五日和三十日内，并定于举证期满后第三日上午九时在本院第一法庭公开开庭审理，逾期将依法缺席判决。特此公告。 (22, 102, 103, 130)
notice-column-heading: 公告专栏 (236, 92, 317, 102)
notice-text: 本院受理原告与被告合同纠纷一案，因被告下落不明，依照《中华人民共和国民事诉讼法》第九十五条之规定，向你公告送达起诉状副本、应诉通知书、举证通知书及开庭传票。自公告之日起经过六十日即视为送达。提出答辩状和举证的期限分别为公告期满后十五日和三十日内，并定于举证期满后第三日上午九时在本院第一法庭公开开庭审理，逾期将依法缺席判决。特此公告。 (343, 1122, 424, 1150)
court-name: 安徽省合肥市中级人民法院 (254, 709, 299, 713)
notice-text: 本院受理原告与被告合同纠纷一案，因被告下落不明，依照《中华人民共和国民事诉讼法》第九十五条之规定，向你公告送达起诉状副本、应诉通知书、举证通知书及开庭传票。自公告之日起经过六十日即视为送达。提出答辩状和举证的期限分别为公告期满后十五日和三十日内，并定于举证期满后第三日上午九时在本院第一法庭公开开庭审理，逾期将依法缺席判决。特此公告。 (343, 730, 424, 758)
notice-text: 本院受理原告与被告合同纠纷一案，因被告下落不明，依照《中华人民共和国民事诉讼法》第九十五条之规定，向你公告送达起诉状副本、应诉通知书、举证通知书及开庭传票。自公告之日起经过六十日即视为送达。提出答辩状和举证的期限分别为公告期满后十五日和三十日内，并定于举证期满后第三日上午九时在本院第一法庭公开开庭审理，逾期将依法缺席判决。特此公告。 (343, 248, 424, 276)
court-name: 河北省石家庄市中级人民法院 (146, 199, 193, 203)
court-name: 浙江省杭州市中级人民法院 (254, 539, 299, 543)
notice-text: 本院受理原告与被告合同纠纷一案，因被告下落不明，依照《中华人民共和国民事诉讼法》第九十五条之规定，向你公告送达起诉状副本、应诉通知书、举证通知书及开庭传票。自公告之日起经过六十日即视为送达。提出答辩状和举证的期限分别为公告期满后十五日和三十日内，并定于举证期满后第三日上午九时在本院第一法庭公开开庭审理，逾期将依法缺席判决。特此公告。 (22, 578, 103, 606)
court-name: 浙江省杭州市中级人民法院 (40, 471, 85, 475)
notice-text: 本院受理原告与被告合同纠纷一案，因被告下落不明，依照《中华人民共和国民事诉讼法》第九十五条之规定，向你公告送达起诉状副本、应诉通知书、举证通知书及开庭传票。自公告之日起经过六十日即视为送达。提出答辩状和举证的期限分别为公告期满后十五日和三十日内，并定于举证期满后第三日上午九时在本院第一法庭公开开庭审理，逾期将依法缺席判决。特此公告。 (343, 842, 424, 870)
court-name: 安徽省合肥市中级人民法院 (254, 777, 299, 781)
court-name: 辽宁省沈阳市中级人民法院 (40, 233, 85, 237)
notice-text: 本院受理原告与被告合同纠纷一案，因被告下落不明，依照《中华人民共和国民事诉讼法》第九十五条之规定，向你公告送达起诉状副本、应诉通知书、举证通知书及开庭传票。自公告之日起经过六十日即视为送达。提出答辩状和举证的期限分别为公告期满后十五日和三十日内，并定于举证期满后第三日上午九时在本院第一法庭公开开庭审理，逾期将依法缺席判决。特此公告。 (22, 408, 103, 436)
notice-text: 本院受理原告与被告合同纠纷一案，因被告下落不明，依照《中华人民共和国民事诉讼法》第九十五条之规定，向你公告送达起诉状副本、应诉通知书、举证通知书及开庭传票。自公告之日起经过六十日即视为送达。提出答辩状和举证的期限分别为公告期满后十五日和三十日内，并定于举证期满后第三日上午九时在本院第一法庭公开开庭审理，逾期将依法缺席判决。特此公告。 (343, 1178, 424, 1206)
court-name: 河北省石家庄市中级人民法院 (253, 471, 300, 475)
notice-text: 本院受理原告与被告合同纠纷一案，因被告下落不明，依照《中华人民共和国民事诉讼法》第九十五条之规定，向你公告送达起诉状副本、应诉通知书、举证通知书及开庭传票。自公告之日起经过六十日即视为送达。提出答辩状和举证的期限分别为公告期满后十五日和三十日内，并定于举证期满后第三日上午九时在本院第一法庭公开开庭审理，逾期将依法缺席判决。特此公告。 (129, 238, 210, 266)
court-name: 安徽省合肥市中级人民法院 (254, 301, 299, 305)
court-name: 江西省南昌市中级人民法院 (147, 641, 192, 645)
court-name: 河北省石家庄市中级人民法院 (39, 403, 86, 407)
notice-text: 本院受理原告与被告合同纠纷一案，因被告下落不明，依照《中华人民共和国民事诉讼法》第九十五条之规定，向你公告送达起诉状副本、应诉通知书、举证通知书及开庭传票。自公告之日起经过六十日即视为送达。提出答辩状和举证的期限分别为公告期满后十五日和三十日内，并定于举证期满后第三日上午九时在本院第一法庭公开开庭审理，逾期将依法缺席判决。特此公告。 (343, 646, 424, 674)
notice-column-1 (22, 92, 103, 1347)
notice-text: 本院受理原告与被告合同纠纷一案，因被告下落不明，依照《中华人民共和国民事诉讼法》第九十五条之规定，向你公告送达起诉状副本、应诉通知书、举证通知书及开庭传票。自公告之日起经过六十日即视为送达。提出答辩状和举证的期限分别为公告期满后十五日和三十日内，并定于举证期满后第三日上午九时在本院第一法庭公开开庭审理，逾期将依法缺席判决。特此公告。 (343, 332, 424, 360)
notice-text: 本院受理原告与被告合同纠纷一案，因被告下落不明，依照《中华人民共和国民事诉讼法》第九十五条之规定，向你公告送达起诉状副本、应诉通知书、举证通知书及开庭传票。自公告之日起经过六十日即视为送达。提出答辩状和举证的期限分别为公告期满后十五日和三十日内，并定于举证期满后第三日上午九时在本院第一法庭公开开庭审理，逾期将依法缺席判决。特此公告。 (343, 786, 424, 814)
notice-text: 本院受理原告与被告合同纠纷一案，因被告下落不明，依照《中华人民共和国民事诉讼法》第九十五条之规定，向你公告送达起诉状副本、应诉通知书、举证通知书及开庭传票。自公告之日起经过六十日即视为送达。提出答辩状和举证的期限分别为公告期满后十五日和三十日内，并定于举证期满后第三日上午九时在本院第一法庭公开开庭审理，逾期将依法缺席判决。特此公告。 (236, 816, 317, 844)
court-name: 江西省南昌市中级人民法院 (254, 607, 299, 611)
court-name: 安徽省合肥市中级人民法院 (147, 777, 192, 781)
court-name: 河北省石家庄市中级人民法院 (146, 845, 193, 849)
court-name: 安徽省合肥市中级人民法院 (147, 165, 192, 169)
notice-text: 本院受理原告与被告合同纠纷一案，因被告下落不明，依照《中华人民共和国民事诉讼法》第九十五条之规定，向你公告送达起诉状副本、应诉通知书、举证通知书及开庭传票。自公告之日起经过六十日即视为送达。提出答辩状和举证的期限分别为公告期满后十五日和三十日内，并定于举证期满后第三日上午九时在本院第一法庭公开开庭审理，逾期将依法缺席判决。特此公告。 (343, 416, 424, 444)
notice-column-2 (129, 92, 210, 1347)
notice-text: 本院受理原告与被告合同纠纷一案，因被告下落不明，依照《中华人民共和国民事诉讼法》第九十五条之规定，向你公告送达起诉状副本、应诉通知书、举证通知书及开庭传票。自公告之日起经过六十日即视为送达。提出答辩状和举证的期限分别为公告期满后十五日和三十日内，并定于举证期满后第三日上午九时在本院第一法庭公开开庭审理，逾期将依法缺席判决。特此公告。 (343, 590, 424, 618)
notice-text: 本院受理原告与被告合同纠纷一案，因被告下落不明，依照《中华人民共和国民事诉讼法》第九十五条之规定，向你公告送达起诉状副本、应诉通知书、举证通知书及开庭传票。自公告之日起经过六十日即视为送达。提出答辩状和举证的期限分别为公告期满后十五日和三十日内，并定于举证期满后第三日上午九时在本院第一法庭公开开庭审理，逾期将依法缺席判决。特此公告。 (236, 170, 317, 198)
notice-text: 本院受理原告与被告合同纠纷一案，因被告下落不明，依照《中华人民共和国民事诉讼法》第九十五条之规定，向你公告送达起诉状副本、应诉通知书、举证通知书及开庭传票。自公告之日起经过六十日即视为送达。提出答辩状和举证的期限分别为公告期满后十五日和三十日内，并定于举证期满后第三日上午九时在本院第一法庭公开开庭审理，逾期将依法缺席判决。特此公告。 (236, 510, 317, 538)
